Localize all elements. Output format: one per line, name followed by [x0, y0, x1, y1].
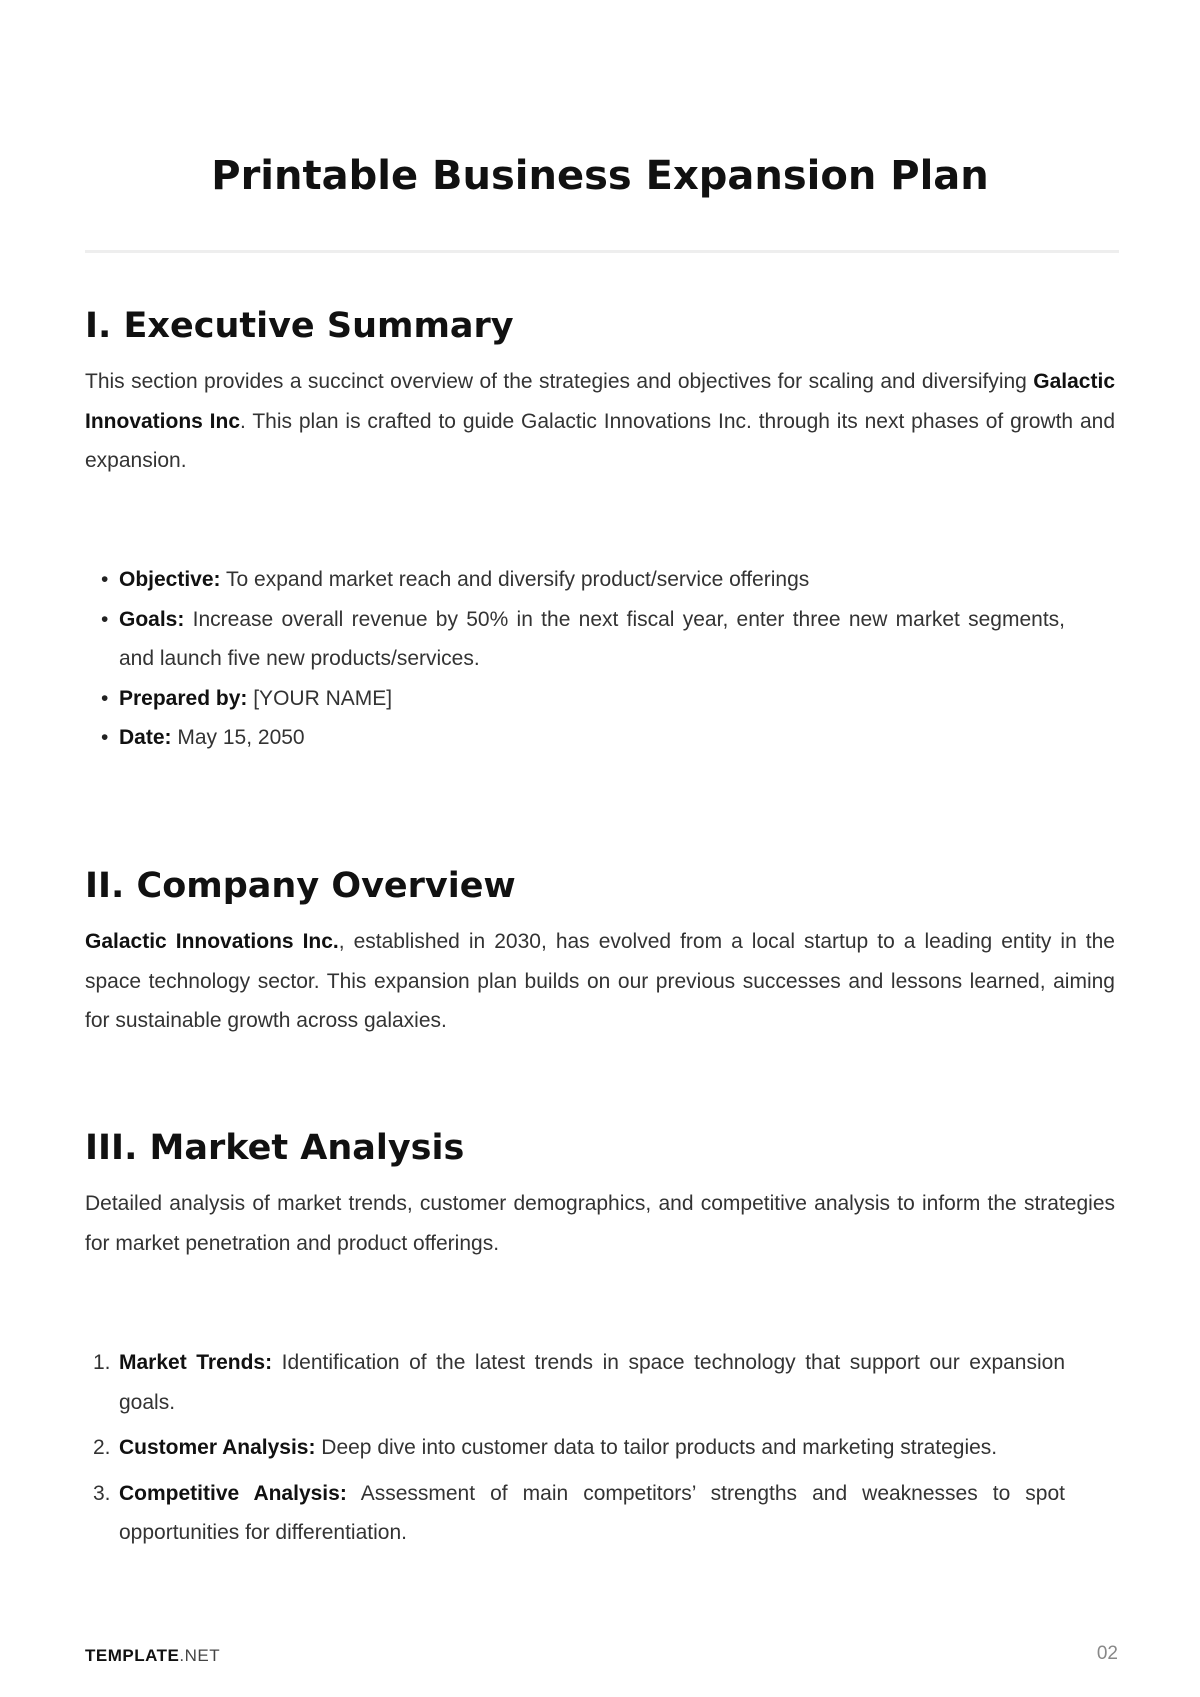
item-text: Deep dive into customer data to tailor products and marketing strategies. — [315, 1436, 998, 1459]
company-overview-paragraph — [85, 922, 1115, 1041]
item-label: Goals: — [119, 607, 185, 631]
overview-text: , established in 2030, has evolved from a local startup to a leading entity in the space technology sector. This expansion plan builds on our previous successes and lessons learned, aiming for sustainable growth across galaxies. — [85, 930, 1115, 1032]
list-item — [93, 1474, 1065, 1553]
item-text: To expand market reach and diversify product/service offerings — [220, 568, 810, 591]
item-label: Date: — [119, 726, 172, 749]
market-analysis-heading: III. Market Analysis — [85, 1128, 465, 1168]
list-item — [119, 679, 1065, 719]
item-label: Market Trends: — [119, 1351, 273, 1374]
summary-text-part2: . This plan is crafted to guide Galactic Innovations Inc. through its next phases of growth and expansion. — [85, 409, 1115, 472]
list-item — [119, 718, 1065, 758]
executive-summary-list — [119, 560, 1065, 758]
brand-light-text: .NET — [179, 1646, 221, 1665]
company-overview-heading: II. Company Overview — [85, 866, 516, 906]
item-text: May 15, 2050 — [171, 726, 305, 749]
list-item — [93, 1428, 1065, 1468]
item-label: Prepared by: — [119, 686, 248, 710]
document-title: Printable Business Expansion Plan — [211, 153, 989, 199]
item-label: Competitive Analysis: — [119, 1481, 347, 1505]
market-analysis-section — [85, 1124, 1115, 1263]
footer-brand-logo — [85, 1646, 220, 1666]
item-label: Objective: — [119, 568, 221, 591]
item-number: 2. — [93, 1436, 111, 1459]
item-label: Customer Analysis: — [119, 1436, 316, 1459]
market-analysis-paragraph: Detailed analysis of market trends, customer demographics, and competitive analysis to inform the strategies for market penetration and product offerings. — [85, 1192, 1115, 1255]
item-text: Assessment of main competitors’ strengths and weaknesses to spot opportunities for differentiation. — [119, 1481, 1065, 1544]
executive-summary-paragraph — [85, 362, 1115, 481]
market-analysis-list — [93, 1343, 1066, 1559]
summary-company-name: Galactic Innovations Inc — [85, 370, 1115, 433]
page-number: 02 — [1096, 1643, 1118, 1664]
item-number: 1. — [93, 1351, 111, 1374]
company-overview-section — [85, 862, 1115, 1041]
item-text: [YOUR NAME] — [247, 686, 393, 710]
item-text: Identification of the latest trends in space technology that support our expansion goals. — [119, 1351, 1066, 1414]
executive-summary-heading: I. Executive Summary — [85, 306, 514, 346]
executive-summary-section — [85, 302, 1115, 481]
overview-company-name: Galactic Innovations Inc. — [85, 930, 339, 953]
title-divider — [85, 250, 1119, 253]
item-text: Increase overall revenue by 50% in the next fiscal year, enter three new market segments, and launch five new products/services. — [119, 607, 1065, 670]
item-number: 3. — [93, 1481, 111, 1505]
list-item — [119, 560, 1065, 600]
brand-bold-text: TEMPLATE — [85, 1646, 180, 1665]
list-item — [93, 1343, 1066, 1422]
summary-text-part1: This section provides a succinct overview of the strategies and objectives for scaling and diversifying — [85, 370, 1034, 393]
list-item — [119, 600, 1065, 679]
